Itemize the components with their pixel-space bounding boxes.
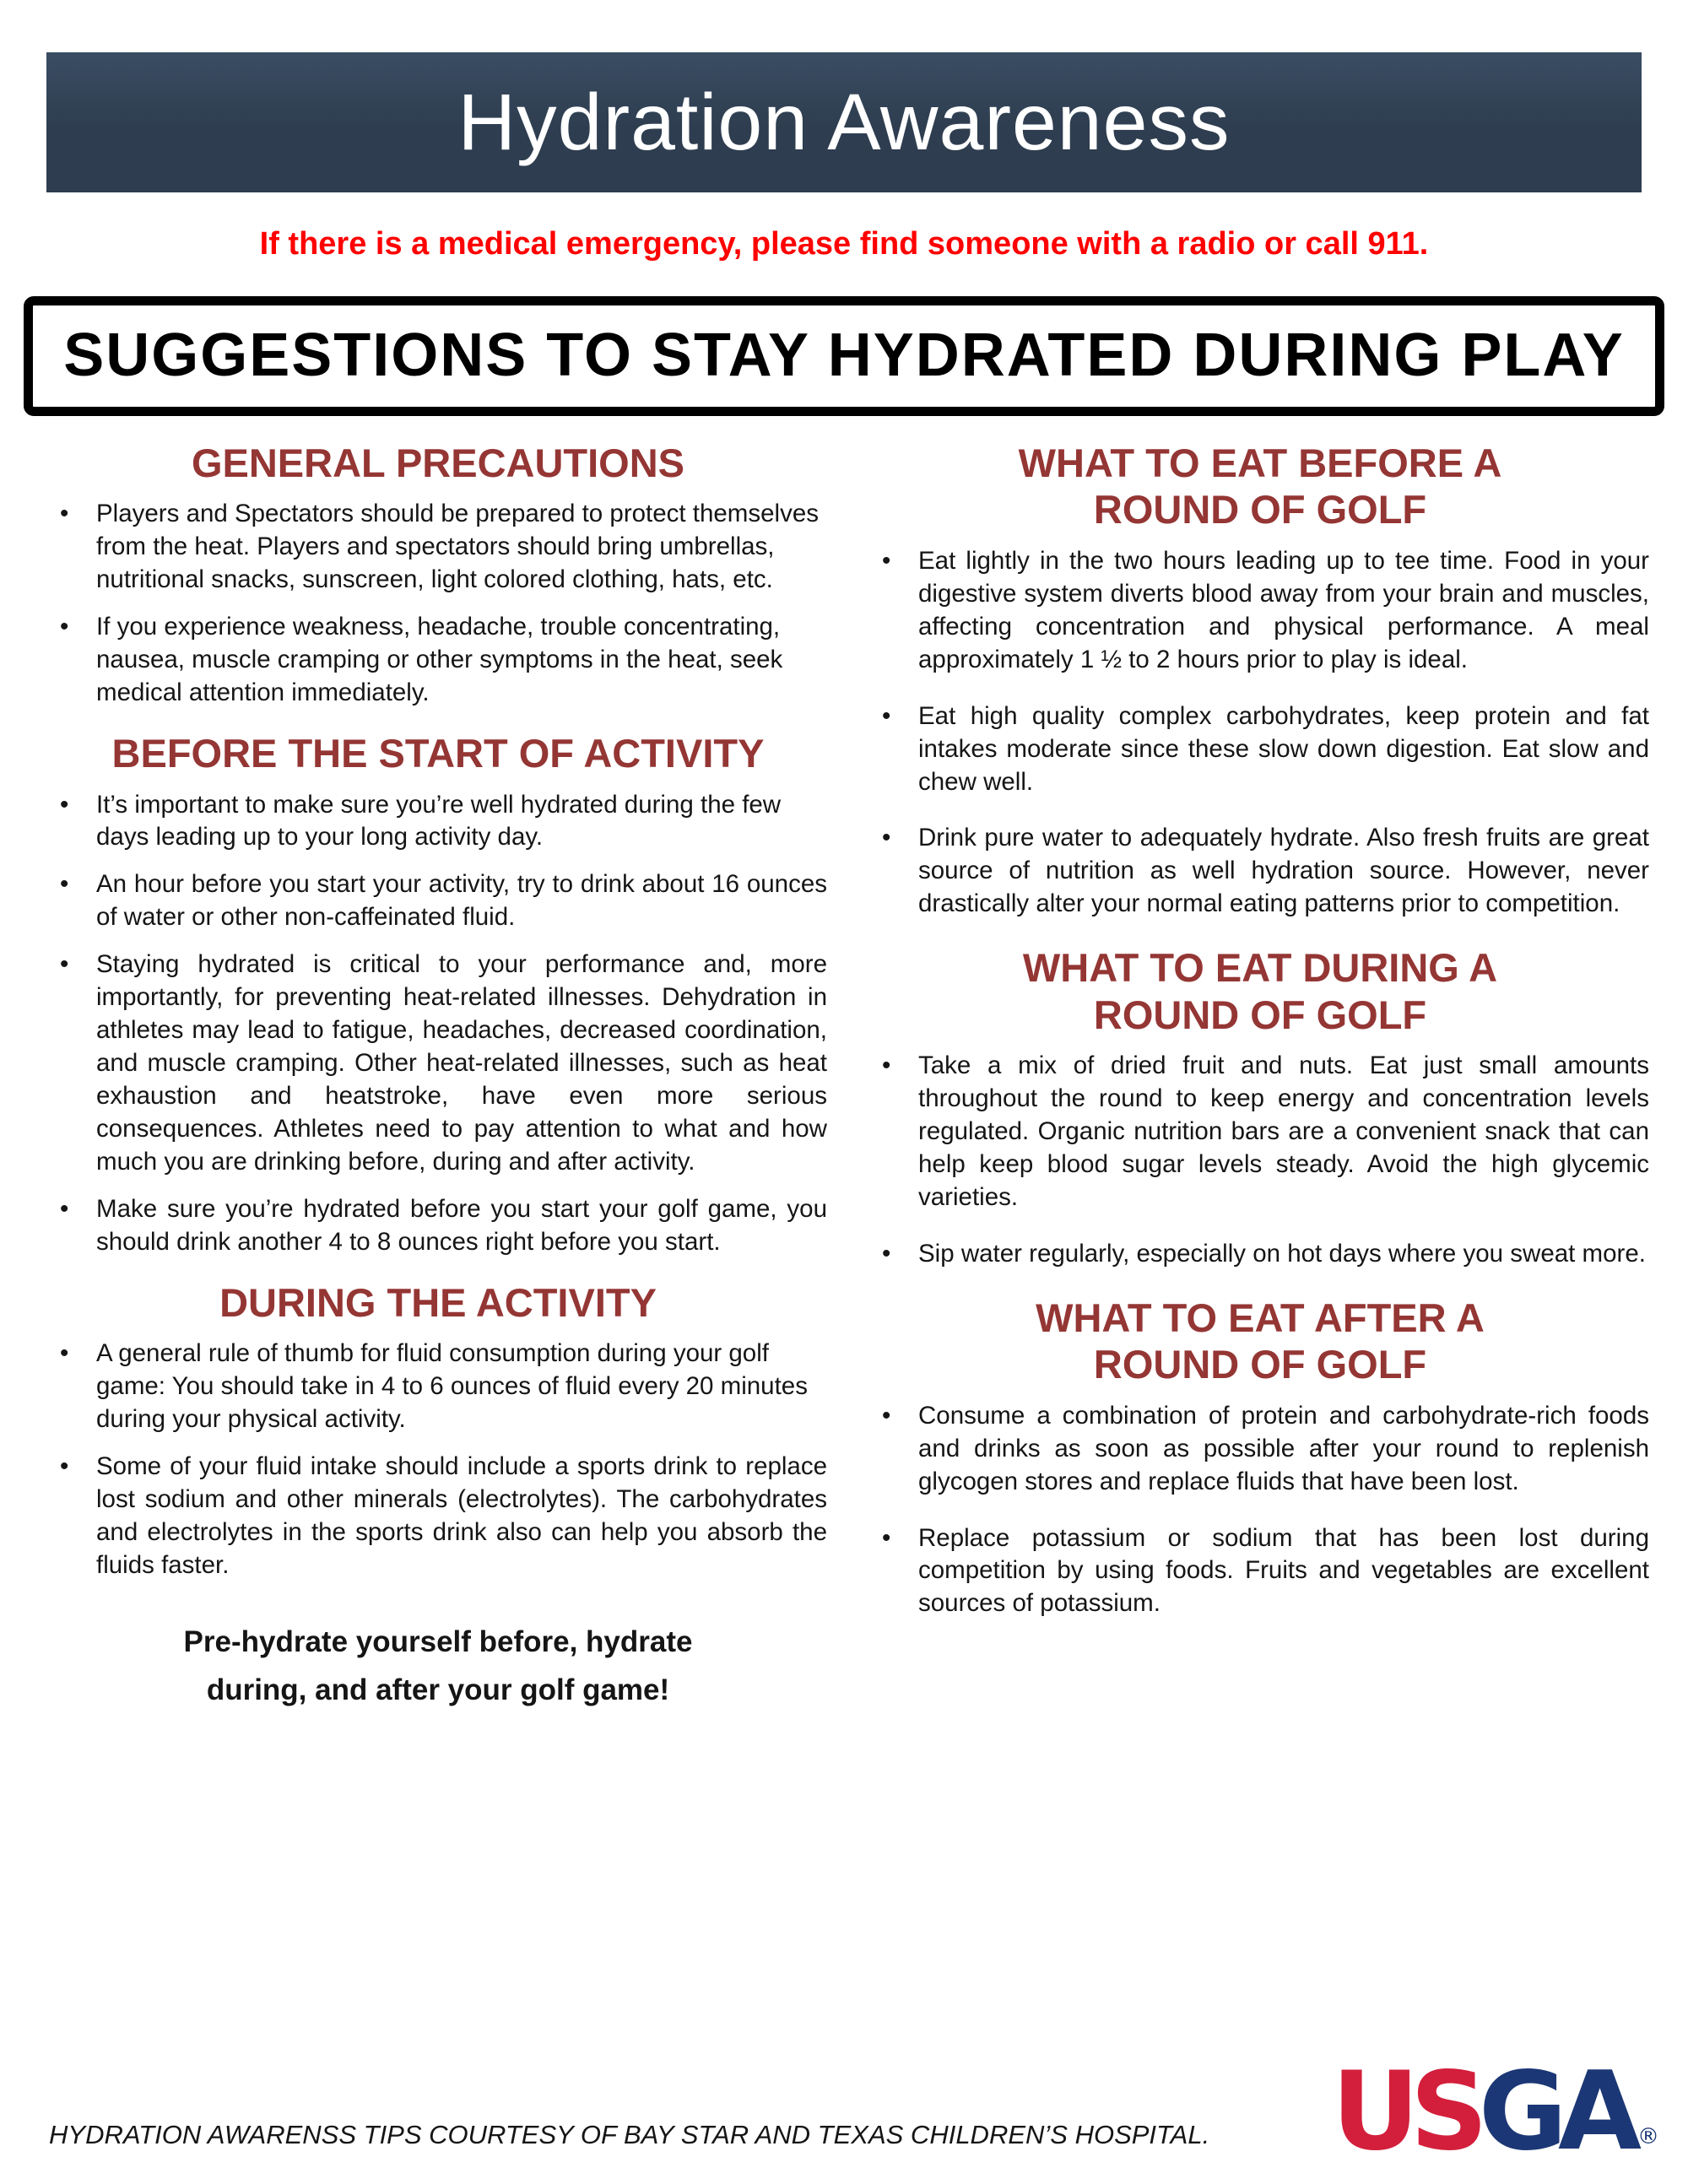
credit-text: HYDRATION AWARENSS TIPS COURTESY OF BAY STAR AND TEXAS CHILDREN’S HOSPITAL. <box>49 2120 1210 2149</box>
bullet-list <box>871 545 1649 921</box>
bullet-list <box>49 498 827 710</box>
section-heading: DURING THE ACTIVITY <box>219 1279 657 1325</box>
section-eat-during-round <box>871 944 1649 1271</box>
right-column <box>871 438 1649 1644</box>
bullet-list <box>49 789 827 1259</box>
registered-trademark-icon: ® <box>1637 2124 1659 2150</box>
bullet-item: • Staying hydrated is critical to your performance and, more importantly, for preventing heat-related illnesses. Dehydration in athletes may lead to fatigue, headaches, decreased coordination, and muscle cramping. Other heat-related illnesses, such as heat exhaustion and heatstroke, have even more serious consequences. Athletes need to pay attention to what and how much you are drinking before, during and after activity. <box>49 949 827 1179</box>
section-heading: WHAT TO EAT BEFORE A ROUND OF GOLF <box>1018 441 1502 532</box>
usga-logo <box>1331 2049 1659 2176</box>
bullet-item: • If you experience weakness, headache, trouble concentrating, nausea, muscle cramping or other symptoms in the heat, seek medical attention immediately. <box>49 611 827 710</box>
bullet-item: • Some of your fluid intake should include a sports drink to replace lost sodium and other minerals (electrolytes). The carbohydrates and electrolytes in the sports drink also can help you absorb the fluids faster. <box>49 1451 827 1582</box>
section-general-precautions <box>49 440 827 710</box>
bullet-item: • Eat lightly in the two hours leading up to tee time. Food in your digestive system diverts blood away from your brain and muscles, affecting concentration and physical performance. A meal approximately 1 ½ to 2 hours prior to play is ideal. <box>871 545 1649 677</box>
footer <box>49 2049 1659 2176</box>
bullet-list <box>49 1338 827 1582</box>
bullet-item: • Players and Spectators should be prepared to protect themselves from the heat. Players and spectators should bring umbrellas, nutritional snacks, sunscreen, light colored clothing, hats, etc. <box>49 498 827 597</box>
main-heading: SUGGESTIONS TO STAY HYDRATED DURING PLAY <box>63 322 1625 389</box>
section-heading: WHAT TO EAT DURING A ROUND OF GOLF <box>1022 945 1498 1037</box>
usga-logo-ga: GA <box>1478 2049 1632 2176</box>
main-heading-box <box>24 296 1664 416</box>
title-banner <box>46 52 1642 192</box>
section-heading: WHAT TO EAT AFTER A ROUND OF GOLF <box>1036 1295 1485 1387</box>
section-eat-before-round <box>871 440 1649 921</box>
bullet-item: • Consume a combination of protein and carbohydrate-rich foods and drinks as soon as possible after your round to replenish glycogen stores and replace fluids that have been lost. <box>871 1400 1649 1499</box>
left-column <box>49 438 827 1715</box>
bullet-item: • It’s important to make sure you’re well hydrated during the few days leading up to your long activity day. <box>49 789 827 855</box>
section-eat-after-round <box>871 1295 1649 1621</box>
page-title: Hydration Awareness <box>457 77 1231 167</box>
bullet-item: • Replace potassium or sodium that has been lost during competition by using foods. Fruits and vegetables are excellent sources of potassium. <box>871 1522 1649 1621</box>
section-during-the-activity <box>49 1279 827 1582</box>
bullet-item: • An hour before you start your activity, try to drink about 16 ounces of water or other non-caffeinated fluid. <box>49 868 827 934</box>
bullet-item: • A general rule of thumb for fluid consumption during your golf game: You should take in 4 to 6 ounces of fluid every 20 minutes during your physical activity. <box>49 1338 827 1436</box>
section-heading: GENERAL PRECAUTIONS <box>191 441 685 485</box>
section-heading: BEFORE THE START OF ACTIVITY <box>111 731 765 776</box>
closing-note: Pre-hydrate yourself before, hydrate during, and after your golf game! <box>183 1624 693 1707</box>
bullet-item: • Make sure you’re hydrated before you start your golf game, you should drink another 4 to 8 ounces right before you start. <box>49 1193 827 1259</box>
bullet-item: • Drink pure water to adequately hydrate. Also fresh fruits are great source of nutrition as well hydration source. However, never drastically alter your normal eating patterns prior to competition. <box>871 822 1649 921</box>
section-before-start-of-activity <box>49 730 827 1259</box>
bullet-item: • Take a mix of dried fruit and nuts. Eat just small amounts throughout the round to keep energy and concentration levels regulated. Organic nutrition bars are a convenient snack that can help keep blood sugar levels steady. Avoid the high glycemic varieties. <box>871 1050 1649 1214</box>
usga-logo-us: US <box>1331 2049 1479 2176</box>
bullet-list <box>871 1400 1649 1621</box>
content-columns <box>0 416 1688 1715</box>
bullet-item: • Eat high quality complex carbohydrates, keep protein and fat intakes moderate since these slow down digestion. Eat slow and chew well. <box>871 700 1649 799</box>
bullet-item: • Sip water regularly, especially on hot days where you sweat more. <box>871 1238 1649 1271</box>
bullet-list <box>871 1050 1649 1271</box>
emergency-notice: If there is a medical emergency, please find someone with a radio or call 911. <box>259 226 1429 262</box>
